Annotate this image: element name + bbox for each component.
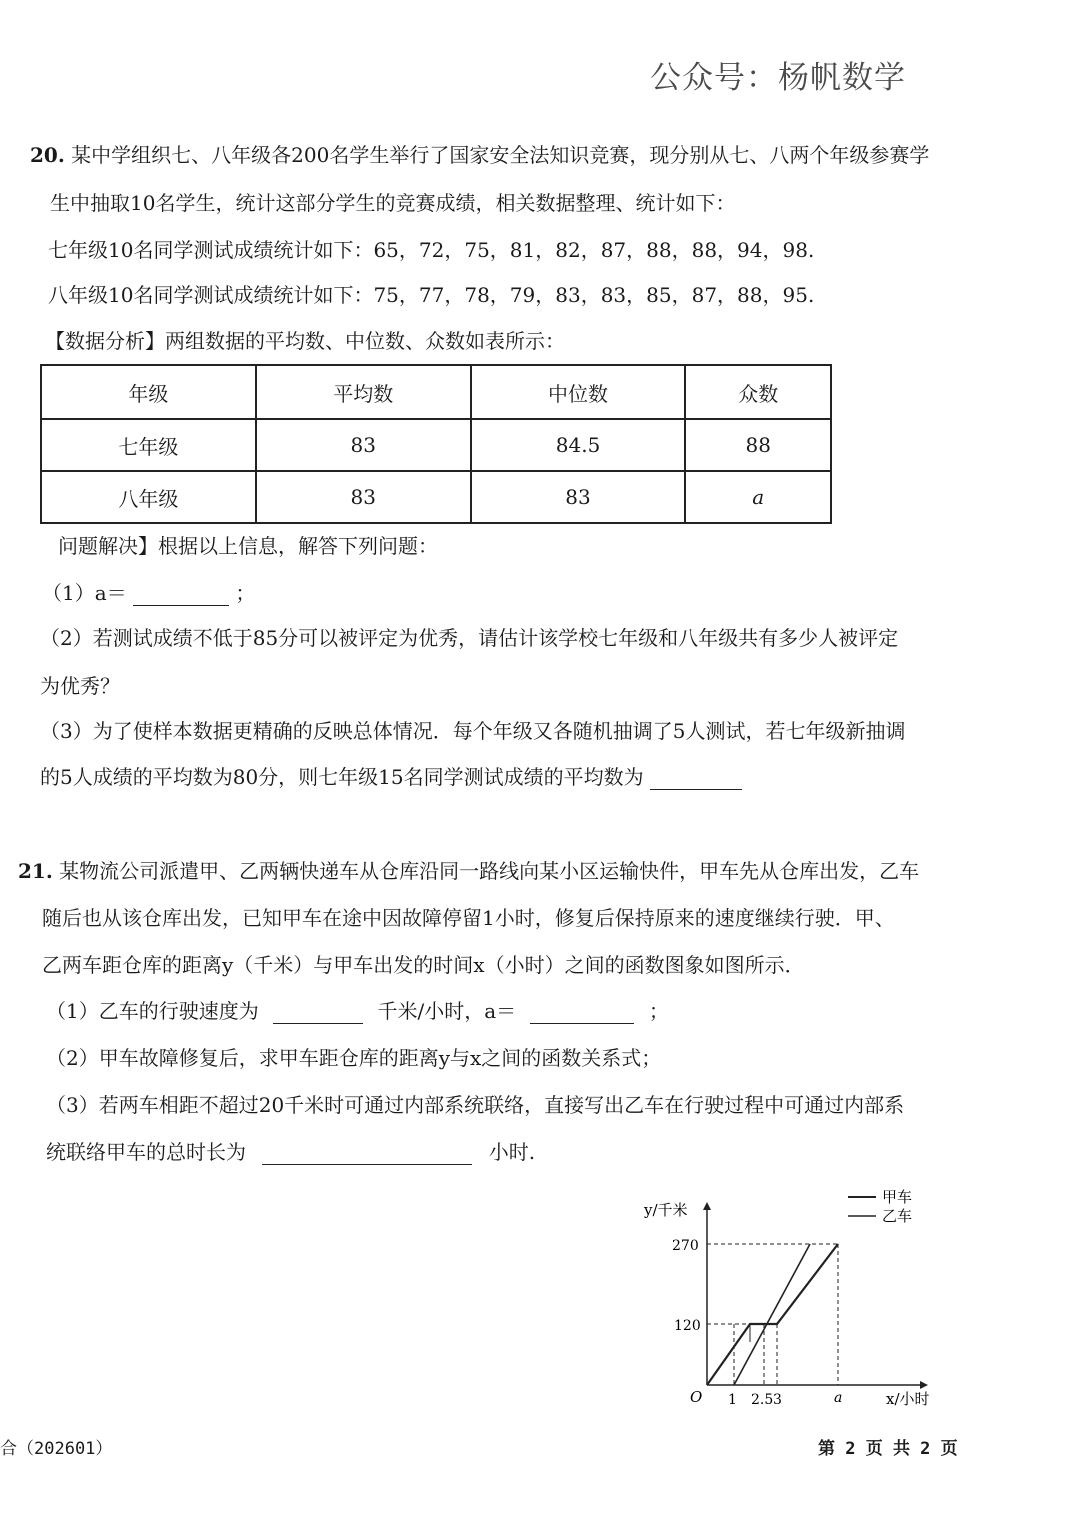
q20-part1-suffix: ； <box>235 581 256 605</box>
table-header: 平均数 <box>256 365 471 419</box>
table-cell: 83 <box>471 471 686 523</box>
x-axis-label: x/小时 <box>886 1390 930 1408</box>
page-number: 第 2 页 共 2 页 <box>818 1439 958 1459</box>
answer-blank[interactable] <box>530 1003 634 1024</box>
q21-part3-suffix: 小时. <box>488 1140 536 1164</box>
q20-part2-line1: （2）若测试成绩不低于85分可以被评定为优秀，请估计该学校七年级和八年级共有多少人被评定 <box>40 626 899 650</box>
y-tick-270: 270 <box>672 1238 699 1254</box>
legend-yi: 乙车 <box>882 1207 913 1225</box>
table-header: 众数 <box>685 365 831 419</box>
q21-part1-mid: 千米/小时，a＝ <box>377 999 517 1023</box>
q20-text-line2: 生中抽取10名学生，统计这部分学生的竞赛成绩，相关数据整理、统计如下： <box>50 191 736 215</box>
footer-code: 合（202601） <box>0 1439 113 1459</box>
q21-part2: （2）甲车故障修复后，求甲车距仓库的距离y与x之间的函数关系式； <box>46 1046 662 1070</box>
table-header: 中位数 <box>471 365 686 419</box>
x-tick-25: 2.5 <box>751 1392 774 1408</box>
stats-table <box>40 364 832 524</box>
q20-solve-label: 问题解决】根据以上信息，解答下列问题： <box>58 534 438 558</box>
q21-line1 <box>18 858 919 884</box>
q20-grade8-scores: 八年级10名同学测试成绩统计如下：75，77，78，79，83，83，85，87，88，95. <box>48 283 815 307</box>
y-tick-120: 120 <box>674 1318 701 1334</box>
q21-part3-line2 <box>46 1139 535 1165</box>
q20-grade7-scores: 七年级10名同学测试成绩统计如下：65，72，75，81，82，87，88，88，94，98. <box>48 238 815 262</box>
table-row <box>41 419 831 471</box>
q20-number: 20. <box>30 143 65 167</box>
q20-part3-line2 <box>40 764 742 790</box>
q20-line1 <box>30 142 929 168</box>
q21-number: 21. <box>18 859 53 883</box>
origin-label: O <box>690 1388 703 1406</box>
x-axis-arrow <box>920 1381 928 1389</box>
q20-part2-line2: 为优秀？ <box>40 674 120 698</box>
q20-text-line1: 某中学组织七、八年级各200名学生举行了国家安全法知识竞赛，现分别从七、八两个年级参赛学 <box>71 143 930 167</box>
table-cell: 84.5 <box>471 419 686 471</box>
table-cell: 88 <box>685 419 831 471</box>
table-cell: 八年级 <box>41 471 256 523</box>
answer-blank[interactable] <box>273 1003 363 1024</box>
q21-part1 <box>46 998 669 1024</box>
y-axis-label: y/千米 <box>644 1201 688 1219</box>
q21-text-line2: 随后也从该仓库出发，已知甲车在途中因故障停留1小时，修复后保持原来的速度继续行驶．甲、 <box>42 906 895 930</box>
watermark: 公众号：杨帆数学 <box>650 60 906 96</box>
q21-part1-suffix: ； <box>648 999 669 1023</box>
answer-blank[interactable] <box>650 769 742 790</box>
answer-blank[interactable] <box>262 1144 472 1165</box>
table-header-row <box>41 365 831 419</box>
legend-jia: 甲车 <box>882 1188 913 1206</box>
q21-text-line3: 乙两车距仓库的距离y（千米）与甲车出发的时间x（小时）之间的函数图象如图所示． <box>42 953 805 977</box>
q20-part3-text: 的5人成绩的平均数为80分，则七年级15名同学测试成绩的平均数为 <box>40 765 644 789</box>
q21-part1-prefix: （1）乙车的行驶速度为 <box>46 999 259 1023</box>
q21-text-line1: 某物流公司派遣甲、乙两辆快递车从仓库沿同一路线向某小区运输快件，甲车先从仓库出发，乙车 <box>59 859 920 883</box>
x-tick-1: 1 <box>728 1392 737 1408</box>
table-header: 年级 <box>41 365 256 419</box>
q21-part3-line1: （3）若两车相距不超过20千米时可通过内部系统联络，直接写出乙车在行驶过程中可通过内部系 <box>46 1093 905 1117</box>
q20-part1-prefix: （1）a＝ <box>42 581 127 605</box>
table-cell: 七年级 <box>41 419 256 471</box>
table-cell: 83 <box>256 471 471 523</box>
table-row <box>41 471 831 523</box>
q20-part3-line1: （3）为了使样本数据更精确的反映总体情况．每个年级又各随机抽调了5人测试，若七年级新抽调 <box>40 719 906 743</box>
q21-part3-prefix: 统联络甲车的总时长为 <box>46 1140 246 1164</box>
x-tick-a: a <box>834 1390 843 1406</box>
y-axis-arrow <box>703 1202 711 1210</box>
answer-blank[interactable] <box>133 585 229 606</box>
q20-part1 <box>42 580 255 606</box>
car-yi-line <box>734 1244 810 1385</box>
x-tick-3: 3 <box>773 1392 782 1408</box>
table-cell: a <box>685 471 831 523</box>
table-cell: 83 <box>256 419 471 471</box>
distance-time-graph <box>620 1180 960 1420</box>
q20-analysis-label: 【数据分析】两组数据的平均数、中位数、众数如表所示： <box>45 329 565 353</box>
